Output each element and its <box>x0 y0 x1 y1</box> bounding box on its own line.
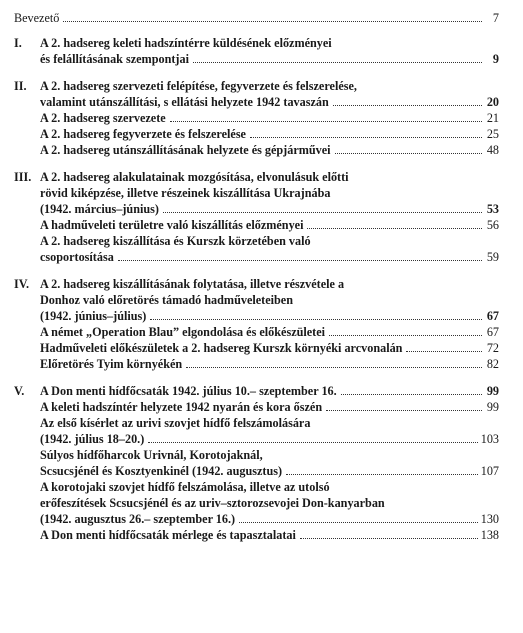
page-number: 59 <box>486 250 499 264</box>
toc-chapter <box>14 78 499 158</box>
subsection-title: A német „Operation Blau” elgondolása és előkészületei <box>40 325 326 339</box>
page-number: 72 <box>486 341 499 355</box>
dot-leader <box>333 105 482 106</box>
page-number: 99 <box>486 384 499 398</box>
chapter-title: (1942. március–június) <box>40 202 159 216</box>
subsection-title: Hadműveleti előkészületek a 2. hadsereg Kurszk környéki arcvonalán <box>40 341 403 355</box>
dot-leader <box>186 367 482 368</box>
page-number: 25 <box>486 127 499 141</box>
toc-subsection-line <box>14 356 499 372</box>
chapter-number: V. <box>14 384 25 398</box>
chapter-title: Bevezető <box>14 11 60 25</box>
page-number: 7 <box>492 11 499 25</box>
page-number: 67 <box>486 325 499 339</box>
subsection-title: A 2. hadsereg utánszállításának helyzete és gépjárművei <box>40 143 331 157</box>
chapter-title: és felállításának szempontjai <box>40 52 189 66</box>
chapter-number: II. <box>14 79 27 93</box>
dot-leader <box>63 21 482 22</box>
subsection-title: A keleti hadszíntér helyzete 1942 nyarán és kora őszén <box>40 400 323 414</box>
subsection-title: A 2. hadsereg kiszállítása és Kurszk körzetében való <box>40 234 311 248</box>
toc-subsection-line <box>14 340 499 356</box>
toc-chapter-line <box>14 185 499 201</box>
subsection-title: A Don menti hídfőcsaták mérlege és tapasztalatai <box>40 528 296 542</box>
spacer <box>14 265 499 276</box>
dot-leader <box>148 442 477 443</box>
spacer <box>14 158 499 169</box>
subsection-title: erőfeszítések Scsucsjénél és az uriv–sztorozsevojei Don-kanyarban <box>40 496 385 510</box>
page-number: 9 <box>492 52 499 66</box>
chapter-title: A 2. hadsereg alakulatainak mozgósítása, elvonulásuk előtti <box>40 170 349 184</box>
page-number: 67 <box>486 309 499 323</box>
page-number: 82 <box>486 357 499 371</box>
chapter-title: valamint utánszállítási, s ellátási helyzete 1942 tavaszán <box>40 95 329 109</box>
toc-subsection-line <box>14 511 499 527</box>
page-number: 107 <box>480 464 499 478</box>
toc-subsection-line <box>14 249 499 265</box>
dot-leader <box>193 62 482 63</box>
chapter-title: A 2. hadsereg szervezeti felépítése, fegyverzete és felszerelése, <box>40 79 357 93</box>
subsection-title: A 2. hadsereg szervezete <box>40 111 166 125</box>
dot-leader <box>329 335 482 336</box>
page-number: 48 <box>486 143 499 157</box>
dot-leader <box>326 410 482 411</box>
toc-chapter-line <box>14 308 499 324</box>
chapter-number: IV. <box>14 277 30 291</box>
toc-chapter-line <box>14 51 499 67</box>
toc-subsection-line <box>14 110 499 126</box>
toc-subsection-line <box>14 142 499 158</box>
toc-subsection-line <box>14 399 499 415</box>
dot-leader <box>406 351 482 352</box>
chapter-title: (1942. június–július) <box>40 309 147 323</box>
subsection-title: A hadműveleti területre való kiszállítás előzményei <box>40 218 304 232</box>
page-number: 103 <box>480 432 499 446</box>
page-number: 56 <box>486 218 499 232</box>
toc-chapter-line <box>14 383 499 399</box>
toc-chapter <box>14 276 499 372</box>
toc-chapter-line <box>14 35 499 51</box>
toc-chapter <box>14 35 499 67</box>
dot-leader <box>341 394 482 395</box>
toc-subsection-line <box>14 415 499 431</box>
toc-entry-introduction <box>14 10 499 26</box>
toc-chapter-line <box>14 292 499 308</box>
toc-chapter-line <box>14 78 499 94</box>
toc-subsection-line <box>14 495 499 511</box>
toc-subsection-line <box>14 217 499 233</box>
page-number: 53 <box>486 202 499 216</box>
page-number: 21 <box>486 111 499 125</box>
page-number: 130 <box>480 512 499 526</box>
spacer <box>14 372 499 383</box>
chapter-title: A 2. hadsereg keleti hadszíntérre küldésének előzményei <box>40 36 332 50</box>
dot-leader <box>335 153 482 154</box>
subsection-title: A korotojaki szovjet hídfő felszámolása, illetve az utolsó <box>40 480 330 494</box>
subsection-title: Súlyos hídfőharcok Urivnál, Korotojaknál, <box>40 448 263 462</box>
toc-subsection-line <box>14 126 499 142</box>
dot-leader <box>250 137 482 138</box>
page-number: 20 <box>486 95 499 109</box>
spacer <box>14 67 499 78</box>
subsection-title: Az első kísérlet az urivi szovjet hídfő felszámolására <box>40 416 311 430</box>
dot-leader <box>307 228 482 229</box>
toc-chapter <box>14 383 499 543</box>
toc-chapter-line <box>14 276 499 292</box>
toc-chapter <box>14 169 499 265</box>
dot-leader <box>163 212 482 213</box>
toc-subsection-line <box>14 527 499 543</box>
chapter-title: rövid kiképzése, illetve részeinek kiszállítása Ukrajnába <box>40 186 331 200</box>
page-number: 138 <box>480 528 499 542</box>
dot-leader <box>118 260 482 261</box>
subsection-title: A 2. hadsereg fegyverzete és felszerelése <box>40 127 246 141</box>
toc-chapter-line <box>14 169 499 185</box>
toc-chapter-line <box>14 10 499 26</box>
dot-leader <box>239 522 478 523</box>
toc-chapter-line <box>14 201 499 217</box>
subsection-title: (1942. július 18–20.) <box>40 432 145 446</box>
subsection-title: csoportosítása <box>40 250 114 264</box>
spacer <box>14 26 499 35</box>
subsection-title: Előretörés Tyim környékén <box>40 357 183 371</box>
subsection-title: (1942. augusztus 26.– szeptember 16.) <box>40 512 236 526</box>
dot-leader <box>170 121 482 122</box>
chapter-number: III. <box>14 170 32 184</box>
dot-leader <box>286 474 478 475</box>
chapter-title: A 2. hadsereg kiszállításának folytatása, illetve részvétele a <box>40 277 345 291</box>
chapter-title: A Don menti hídfőcsaták 1942. július 10.– szeptember 16. <box>40 384 337 398</box>
toc-subsection-line <box>14 447 499 463</box>
toc-chapter-line <box>14 94 499 110</box>
dot-leader <box>150 319 482 320</box>
page-number: 99 <box>486 400 499 414</box>
dot-leader <box>300 538 478 539</box>
toc-subsection-line <box>14 431 499 447</box>
chapter-title: Donhoz való előretörés támadó hadműveleteiben <box>40 293 293 307</box>
toc-subsection-line <box>14 233 499 249</box>
chapter-number: I. <box>14 36 22 50</box>
toc-subsection-line <box>14 463 499 479</box>
toc-subsection-line <box>14 324 499 340</box>
subsection-title: Scsucsjénél és Kosztyenkinél (1942. augusztus) <box>40 464 283 478</box>
toc-subsection-line <box>14 479 499 495</box>
